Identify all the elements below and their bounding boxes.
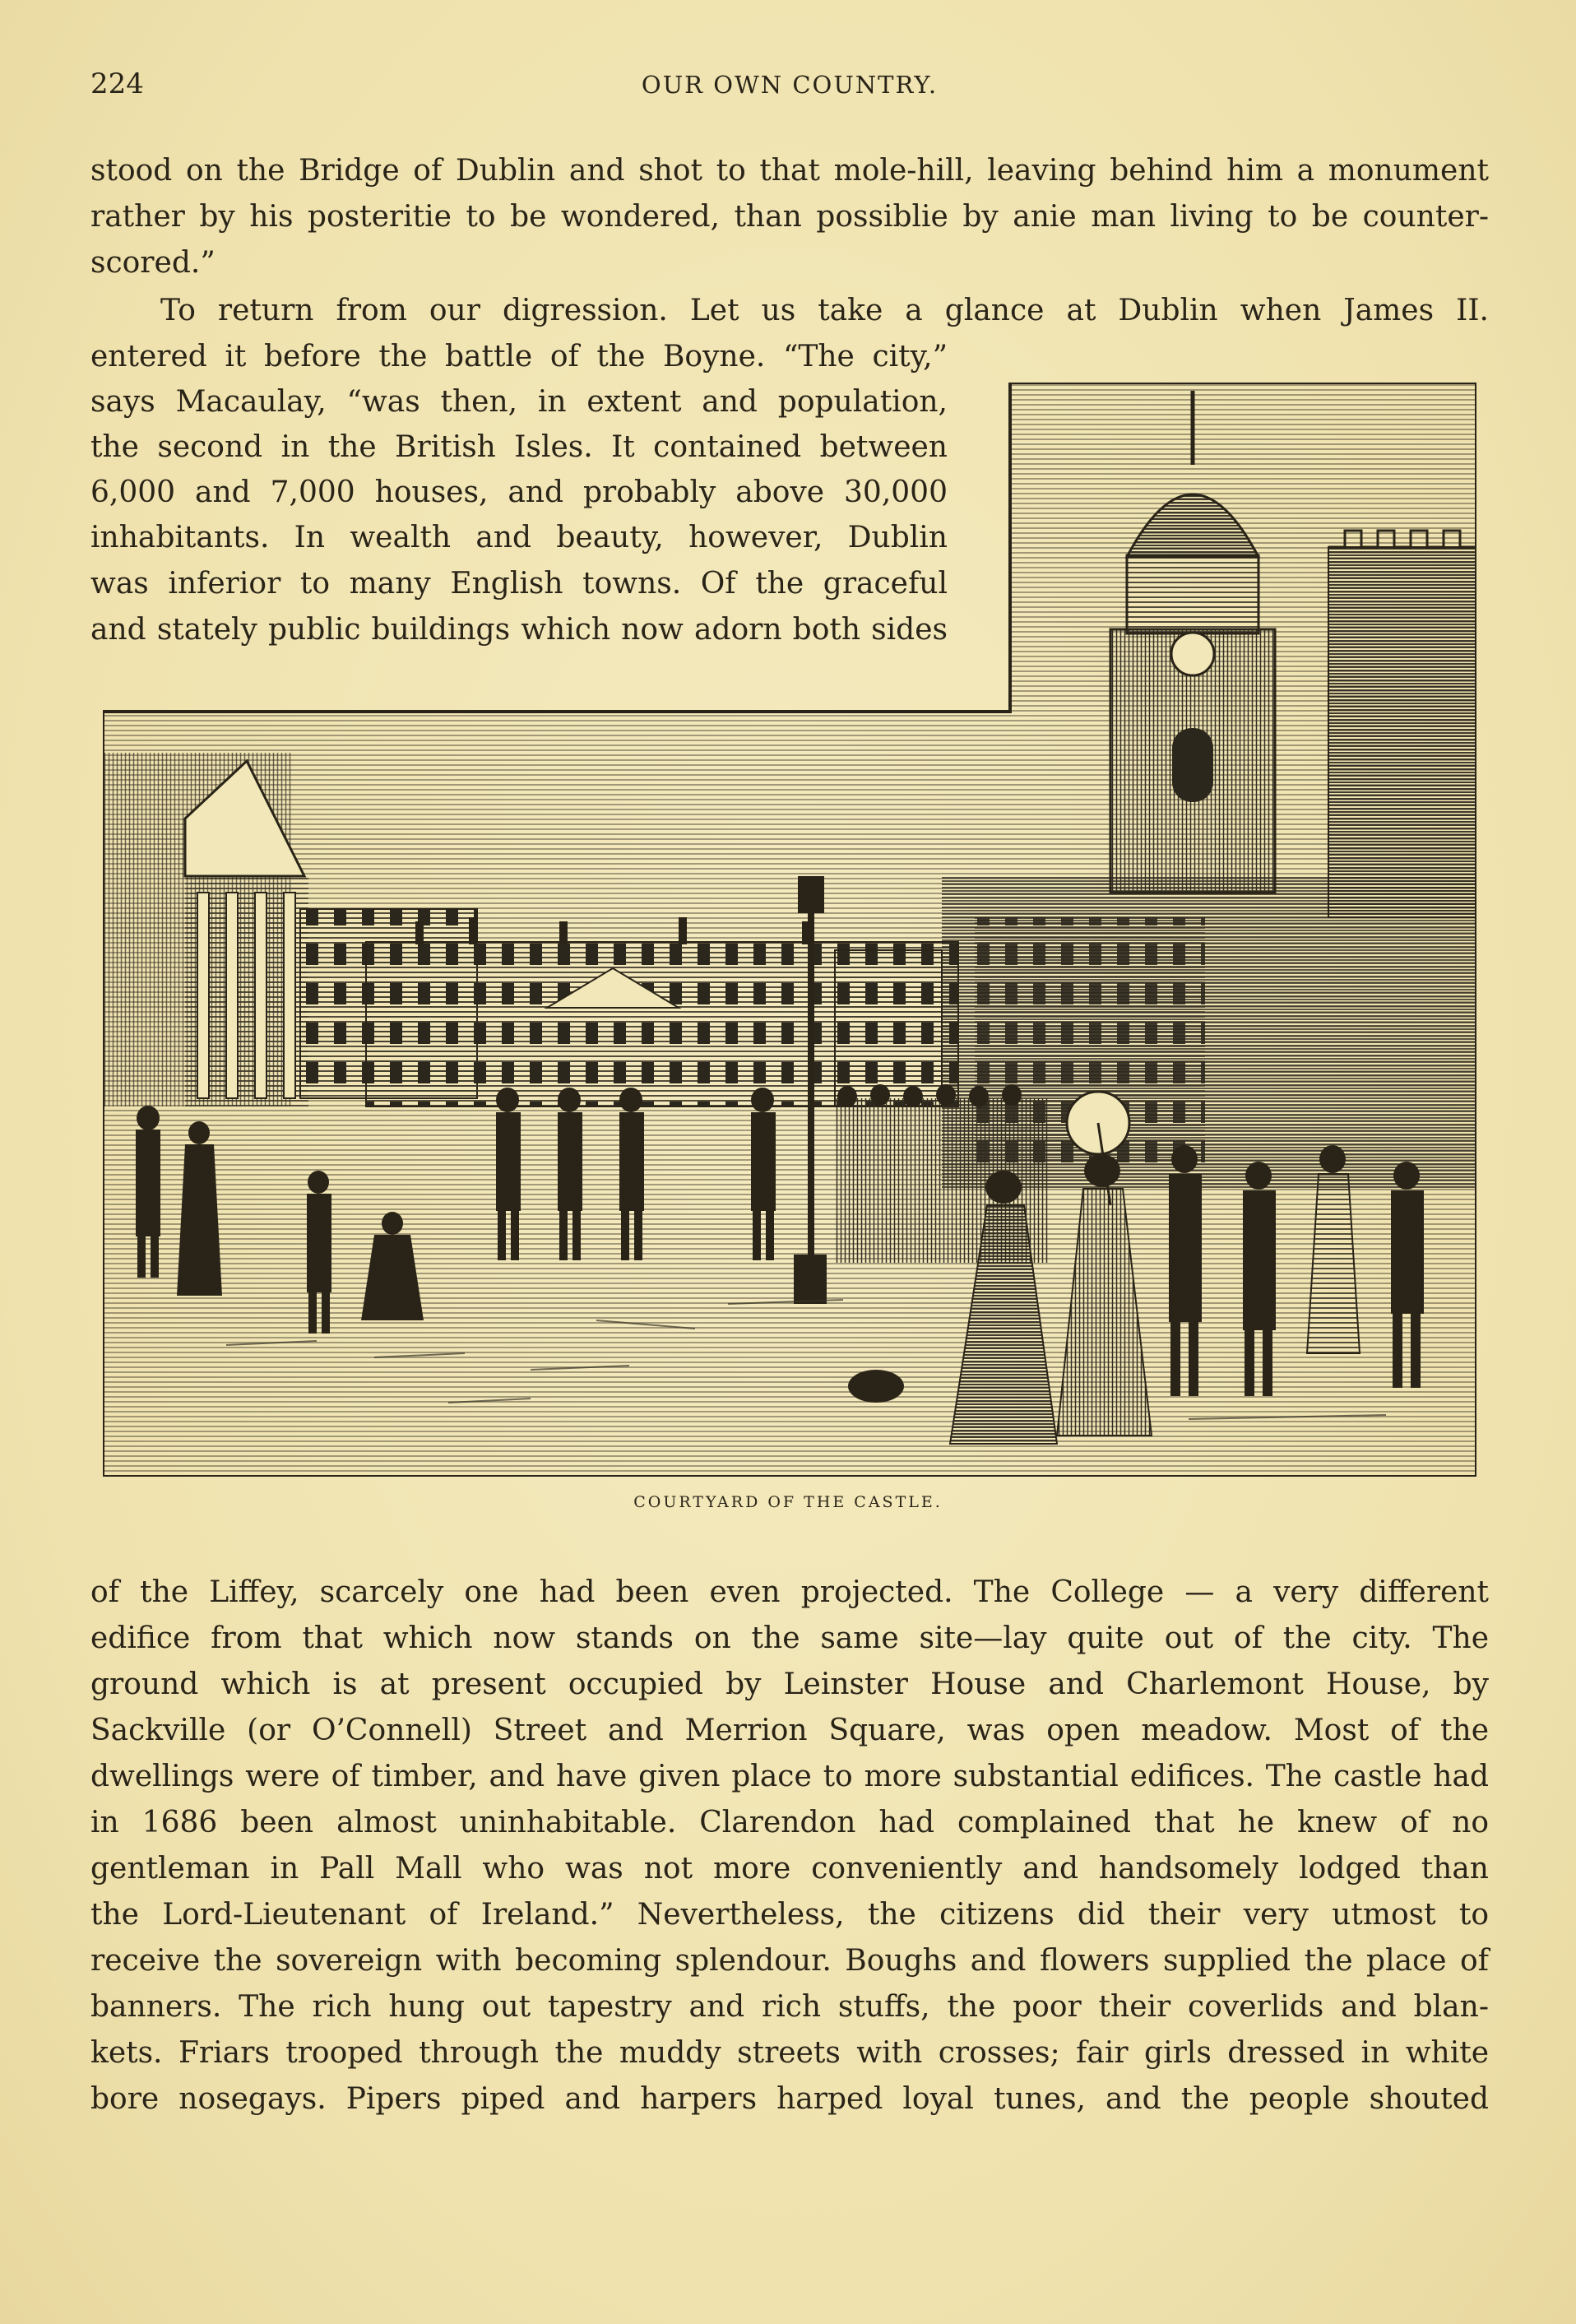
page-number: 224 xyxy=(90,67,144,100)
text-line: the Lord-Lieutenant of Ireland.” Nevertheless, the citizens did their very utmost to xyxy=(90,1898,1489,1932)
text-line: the second in the British Isles. It contained between xyxy=(90,430,948,464)
text-line: bore nosegays. Pipers piped and harpers harped loyal tunes, and the people shouted xyxy=(90,2082,1489,2116)
text-line: says Macaulay, “was then, in extent and population, xyxy=(90,385,948,419)
text-line: of the Liffey, scarcely one had been even projected. The College — a very different xyxy=(90,1575,1489,1609)
running-title: OUR OWN COUNTRY. xyxy=(641,71,939,99)
text-line: To return from our digression. Let us take a glance at Dublin when James II. xyxy=(160,294,1489,327)
text-line: was inferior to many English towns. Of the graceful xyxy=(90,567,948,601)
text-line: rather by his posteritie to be wondered, than possiblie by anie man living to be counter- xyxy=(90,200,1489,234)
text-line: banners. The rich hung out tapestry and rich stuffs, the poor their coverlids and blan- xyxy=(90,1990,1489,2024)
text-line: entered it before the battle of the Boyne. “The city,” xyxy=(90,340,948,373)
text-line: Sackville (or O’Connell) Street and Merrion Square, was open meadow. Most of the xyxy=(90,1714,1489,1747)
text-line: inhabitants. In wealth and beauty, however, Dublin xyxy=(90,521,948,554)
text-line: ground which is at present occupied by Leinster House and Charlemont House, by xyxy=(90,1668,1489,1701)
text-line: dwellings were of timber, and have given place to more substantial edifices. The castle had xyxy=(90,1760,1489,1793)
text-line: scored.” xyxy=(90,246,216,280)
text-line: and stately public buildings which now adorn both sides xyxy=(90,613,948,647)
text-line: 6,000 and 7,000 houses, and probably above 30,000 xyxy=(90,475,948,509)
text-line: receive the sovereign with becoming splendour. Boughs and flowers supplied the place of xyxy=(90,1944,1489,1978)
text-line: stood on the Bridge of Dublin and shot to that mole-hill, leaving behind him a monument xyxy=(90,154,1489,188)
text-line: kets. Friars trooped through the muddy streets with crosses; fair girls dressed in white xyxy=(90,2036,1489,2070)
page-header xyxy=(90,67,1489,109)
text-line: edifice from that which now stands on the same site—lay quite out of the city. The xyxy=(90,1621,1489,1655)
text-line: in 1686 been almost uninhabitable. Clarendon had complained that he knew of no xyxy=(90,1806,1489,1839)
text-line: gentleman in Pall Mall who was not more conveniently and handsomely lodged than xyxy=(90,1852,1489,1886)
castle-courtyard-illustration xyxy=(103,383,1476,1477)
figure-caption: COURTYARD OF THE CASTLE. xyxy=(633,1493,943,1511)
